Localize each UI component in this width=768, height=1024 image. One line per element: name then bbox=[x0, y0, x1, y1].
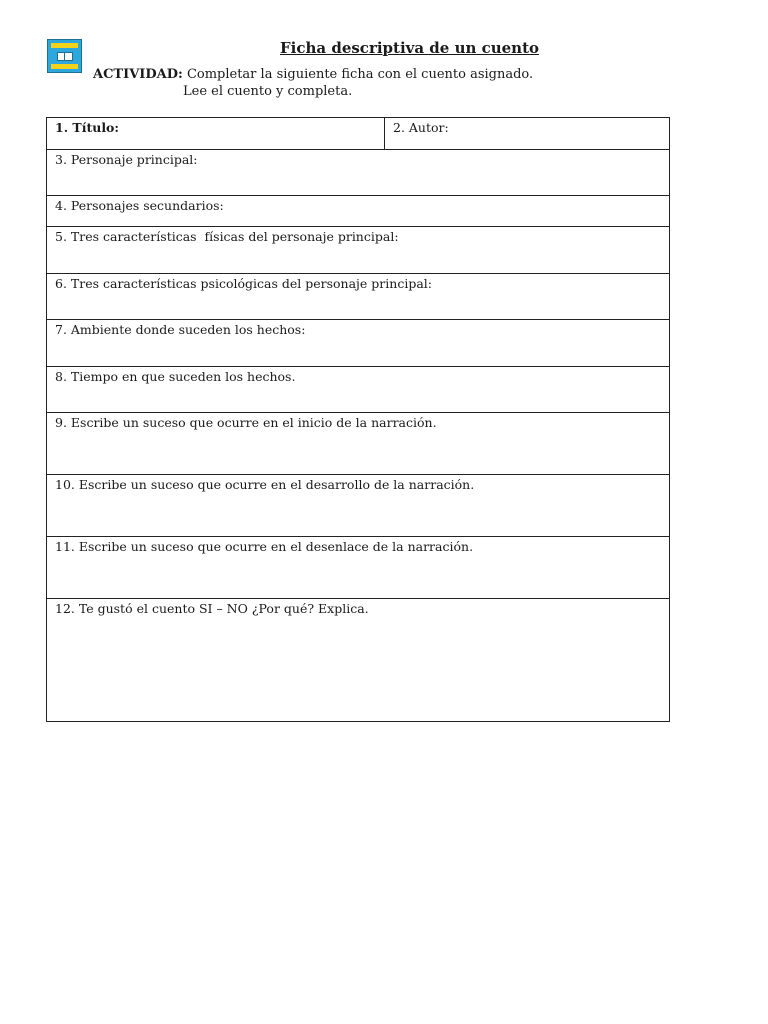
form-row bbox=[47, 320, 670, 367]
story-form-table bbox=[46, 117, 670, 722]
crest-top-band bbox=[51, 43, 78, 48]
field-beginning-event-label: 9. Escribe un suceso que ocurre en el inicio de la narración. bbox=[55, 415, 437, 430]
form-row bbox=[47, 475, 670, 537]
field-setting-label: 7. Ambiente donde suceden los hechos: bbox=[55, 322, 306, 337]
form-row bbox=[47, 196, 670, 227]
activity-instruction bbox=[93, 67, 533, 82]
activity-text: Completar la siguiente ficha con el cuento asignado. bbox=[186, 67, 534, 82]
field-main-character-label: 3. Personaje principal: bbox=[55, 152, 198, 167]
field-opinion[interactable] bbox=[47, 599, 670, 722]
form-row bbox=[47, 367, 670, 413]
field-opinion-label: 12. Te gustó el cuento SI – NO ¿Por qué? Explica. bbox=[55, 601, 369, 616]
activity-text-line2: Lee el cuento y completa. bbox=[183, 84, 353, 99]
field-author-label: 2. Autor: bbox=[393, 120, 449, 135]
form-row bbox=[47, 274, 670, 320]
field-time-label: 8. Tiempo en que suceden los hechos. bbox=[55, 369, 296, 384]
field-secondary-characters-label: 4. Personajes secundarios: bbox=[55, 198, 224, 213]
field-ending-event[interactable] bbox=[47, 537, 670, 599]
field-title[interactable] bbox=[47, 118, 385, 150]
field-beginning-event[interactable] bbox=[47, 413, 670, 475]
open-book-icon bbox=[57, 52, 73, 61]
form-row-title-author bbox=[47, 118, 670, 150]
field-development-event-label: 10. Escribe un suceso que ocurre en el desarrollo de la narración. bbox=[55, 477, 475, 492]
field-title-label: 1. Título: bbox=[55, 120, 120, 135]
form-row bbox=[47, 150, 670, 196]
field-main-character[interactable] bbox=[47, 150, 670, 196]
school-crest-icon bbox=[47, 39, 82, 73]
field-time[interactable] bbox=[47, 367, 670, 413]
form-row bbox=[47, 537, 670, 599]
form-row bbox=[47, 227, 670, 274]
field-physical-traits[interactable] bbox=[47, 227, 670, 274]
form-row bbox=[47, 599, 670, 722]
field-secondary-characters[interactable] bbox=[47, 196, 670, 227]
field-development-event[interactable] bbox=[47, 475, 670, 537]
field-author[interactable] bbox=[385, 118, 670, 150]
field-ending-event-label: 11. Escribe un suceso que ocurre en el desenlace de la narración. bbox=[55, 539, 474, 554]
field-psychological-traits-label: 6. Tres características psicológicas del personaje principal: bbox=[55, 276, 432, 291]
crest-bottom-band bbox=[51, 64, 78, 69]
page-title: Ficha descriptiva de un cuento bbox=[280, 39, 540, 57]
activity-label: ACTIVIDAD: bbox=[93, 67, 183, 82]
field-physical-traits-label: 5. Tres características físicas del personaje principal: bbox=[55, 229, 399, 244]
field-setting[interactable] bbox=[47, 320, 670, 367]
form-row bbox=[47, 413, 670, 475]
field-psychological-traits[interactable] bbox=[47, 274, 670, 320]
